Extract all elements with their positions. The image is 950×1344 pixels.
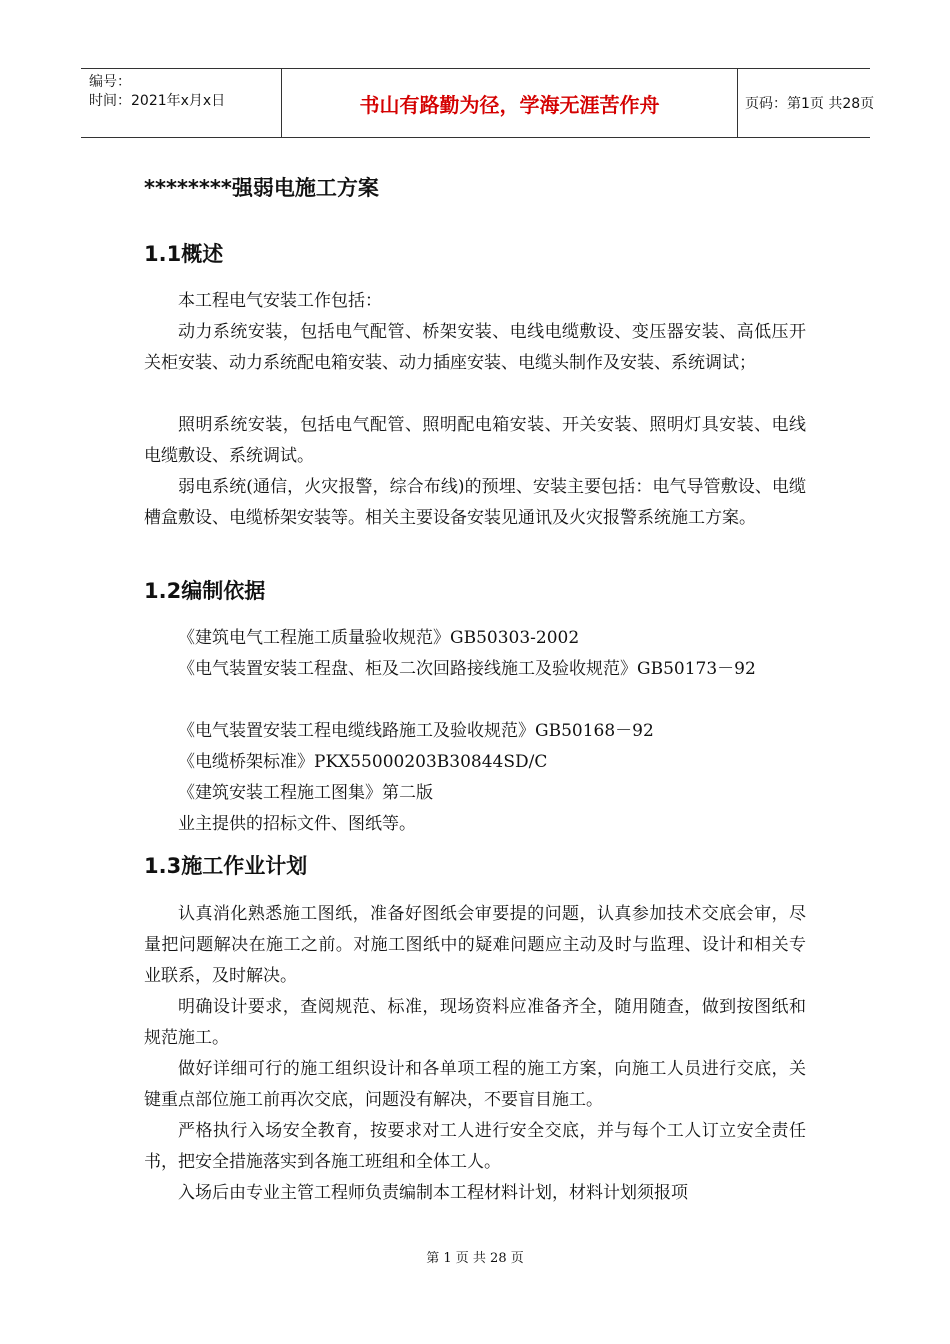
reference-item: 《建筑安装工程施工图集》第二版 [178, 783, 433, 803]
section-heading-plan: 1.3施工作业计划 [144, 854, 308, 878]
number-label: 编号： [89, 74, 131, 90]
paragraph: 本工程电气安装工作包括： [178, 291, 382, 311]
paragraph: 做好详细可行的施工组织设计和各单项工程的施工方案，向施工人员进行交底，关键重点部位施工前再次交底，问题没有解决，不要盲目施工。 [144, 1059, 806, 1110]
reference-item: 业主提供的招标文件、图纸等。 [178, 814, 416, 834]
header-info-cell [81, 69, 281, 137]
section-heading-basis: 1.2编制依据 [144, 579, 266, 603]
paragraph: 认真消化熟悉施工图纸，准备好图纸会审要提的问题，认真参加技术交底会审，尽量把问题解决在施工之前。对施工图纸中的疑难问题应主动及时与监理、设计和相关专业联系，及时解决。 [144, 904, 806, 986]
paragraph: 明确设计要求，查阅规范、标准，现场资料应准备齐全，随用随查，做到按图纸和规范施工。 [144, 997, 806, 1048]
reference-item: 《电气装置安装工程电缆线路施工及验收规范》GB50168－92 [178, 721, 654, 741]
page-footer: 第 1 页 共 28 页 [426, 1251, 524, 1266]
section-heading-overview: 1.1概述 [144, 242, 224, 266]
paragraph: 照明系统安装，包括电气配管、照明配电箱安装、开关安装、照明灯具安装、电线电缆敷设、系统调试。 [144, 415, 806, 466]
reference-item: 《电气装置安装工程盘、柜及二次回路接线施工及验收规范》GB50173－92 [178, 659, 756, 679]
paragraph: 弱电系统(通信，火灾报警，综合布线)的预埋、安装主要包括：电气导管敷设、电缆槽盒敷设、电缆桥架安装等。相关主要设备安装见通讯及火灾报警系统施工方案。 [144, 477, 806, 528]
header-motto: 书山有路勤为径，学海无涯苦作舟 [281, 69, 738, 137]
paragraph: 严格执行入场安全教育，按要求对工人进行安全交底，并与每个工人订立安全责任书，把安全措施落实到各施工班组和全体工人。 [144, 1121, 806, 1172]
page-header [81, 68, 875, 138]
reference-item: 《电缆桥架标准》PKX55000203B30844SD/C [178, 752, 548, 772]
reference-item: 《建筑电气工程施工质量验收规范》GB50303-2002 [178, 628, 580, 648]
time-label: 时间：2021年x月x日 [89, 93, 226, 109]
header-page-label: 页码：第1页 共28页 [745, 96, 875, 112]
paragraph: 入场后由专业主管工程师负责编制本工程材料计划，材料计划须报项 [178, 1183, 688, 1203]
paragraph: 动力系统安装，包括电气配管、桥架安装、电线电缆敷设、变压器安装、高低压开关柜安装、动力系统配电箱安装、动力插座安装、电缆头制作及安装、系统调试； [144, 322, 806, 373]
document-title: ********强弱电施工方案 [144, 176, 379, 200]
